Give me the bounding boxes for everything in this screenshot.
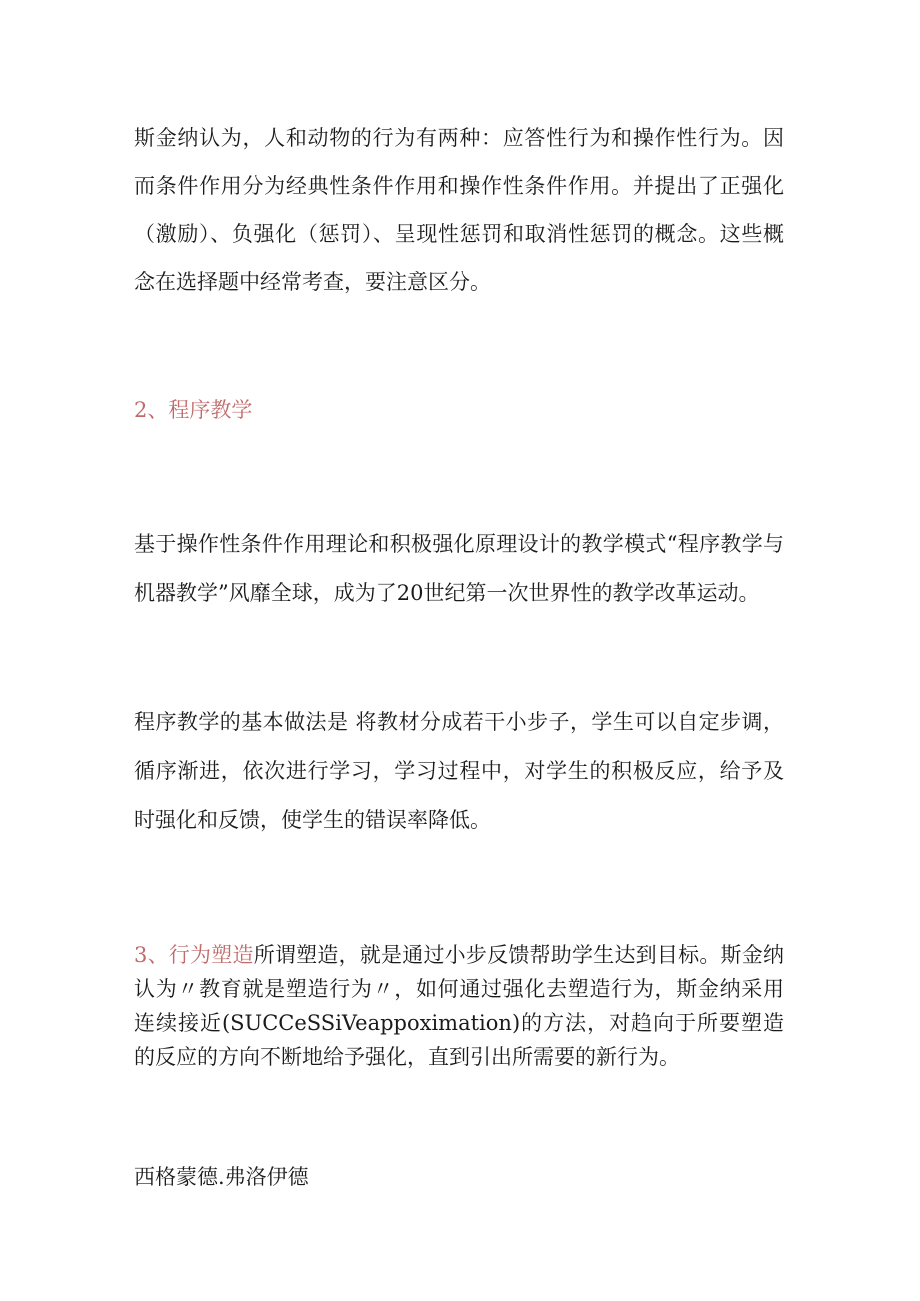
section-heading-behavior-shaping: 3、行为塑造 [134,943,254,967]
paragraph-freud-name: 西格蒙德.弗洛伊德 [134,1165,309,1189]
section-heading-programmed-instruction: 2、程序教学 [134,398,253,422]
paragraph-behavior-shaping [134,938,784,1074]
paragraph-skinner-behavior-types: 斯金纳认为，人和动物的行为有两种：应答性行为和操作性行为。因而条件作用分为经典性条件作用和操作性条件作用。并提出了正强化（激励）、负强化（惩罚）、呈现性惩罚和取消性惩罚的概念。这些概念在选择题中经常考查，要注意区分。 [134,126,784,294]
behavior-shaping-body: 所谓塑造，就是通过小步反馈帮助学生达到目标。斯金纳认为〃教育就是塑造行为〃，如何通过强化去塑造行为，斯金纳采用连续接近(SUCCeSSiVeappoximation)的方法，对趋向于所要塑造的反应的方向不断地给予强化，直到引出所需要的新行为。 [134,943,784,1069]
paragraph-programmed-instruction-origin: 基于操作性条件作用理论和积极强化原理设计的教学模式“程序教学与机器教学”风靡全球，成为了20世纪第一次世界性的教学改革运动。 [134,532,784,605]
paragraph-programmed-instruction-method: 程序教学的基本做法是 将教材分成若干小步子，学生可以自定步调，循序渐进，依次进行学习，学习过程中，对学生的积极反应，给予及时强化和反馈，使学生的错误率降低。 [134,710,784,832]
